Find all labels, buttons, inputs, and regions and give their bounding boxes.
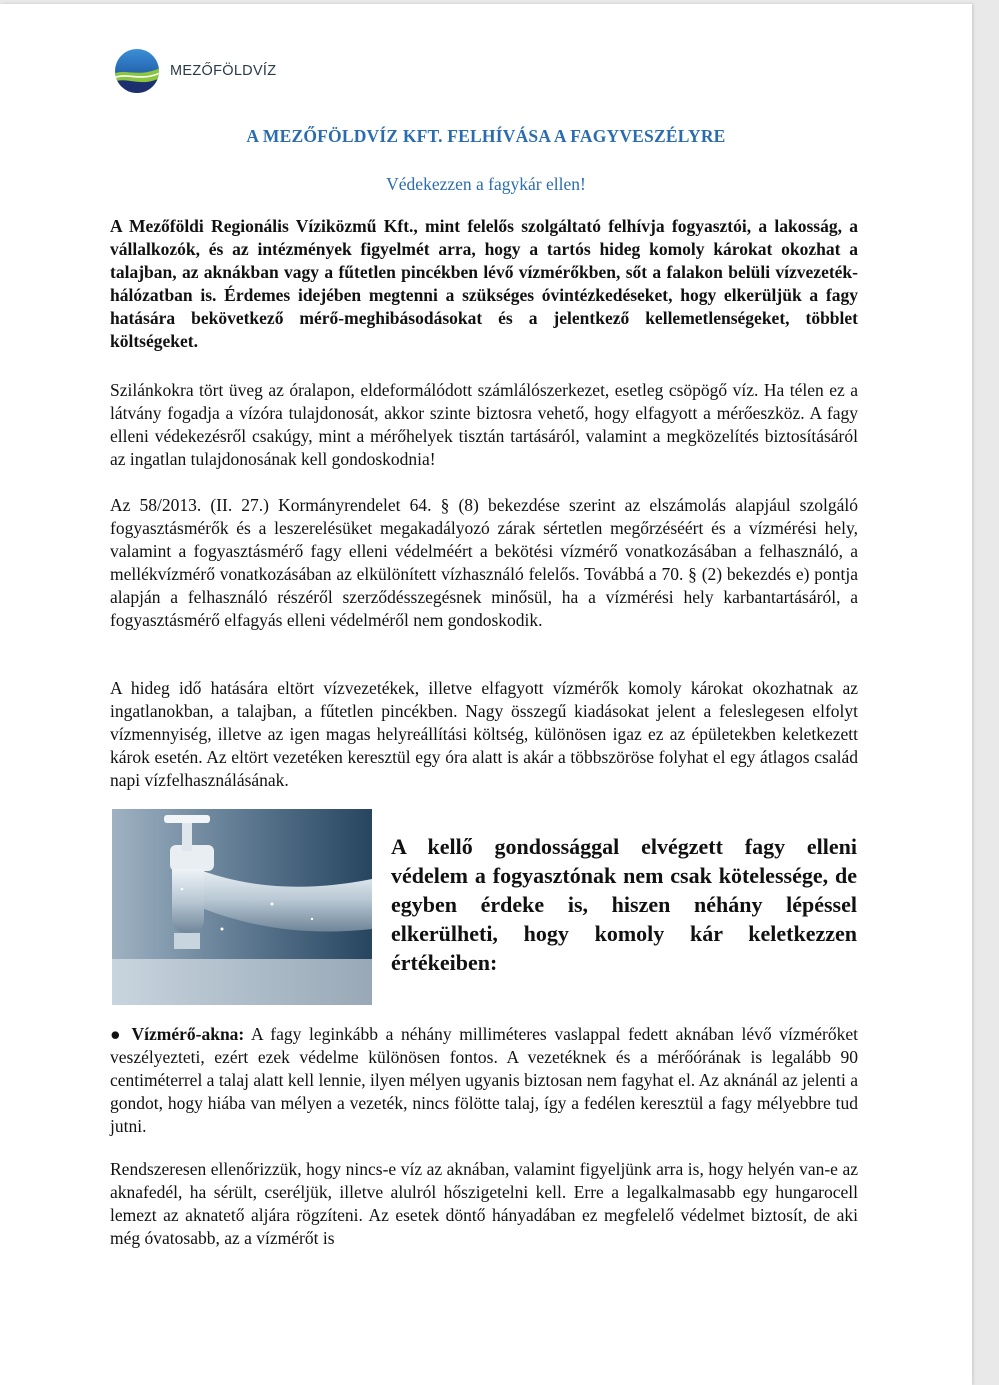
frozen-water-tap-photo xyxy=(112,809,372,1005)
intro-paragraph: A Mezőföldi Regionális Víziközmű Kft., mint felelős szolgáltató felhívja fogyasztói, a lakosság, a vállalkozók, és az intézmények figyelmét arra, hogy a tartós hideg komoly károkat okozhat a talajban, az aknákban vagy a fűtetlen pincékben lévő vízmérőkben, sőt a falakon belüli vízvezeték-hálózatban is. Érdemes idejében megtenni a szükséges óvintézkedéseket, hogy elkerüljük a fagy hatására bekövetkező mérő-meghibásodásokat és a jelentkező kellemetlenségeket, többlet költségeket. xyxy=(110,216,858,351)
callout-text: A kellő gondossággal elvégzett fagy elleni védelem a fogyasztónak nem csak kötelessége, de egyben érdeke is, hiszen néhány lépéssel elkerülheti, hogy komoly kár keletkezzen értékeiben: xyxy=(391,834,857,975)
last-paragraph: Rendszeresen ellenőrizzük, hogy nincs-e víz az aknában, valamint figyeljünk arra is, hogy helyén van-e az aknafedél, ha sérült, cseréljük, illetve alulról hőszigetelni kell. Erre a legalkalmasabb egy hungarocell lemezt az aknatető aljára rögzíteni. Az esetek döntő hányadában ez megfelelő védelmet biztosít, de aki még óvatosabb, az a vízmérőt is xyxy=(110,1159,858,1248)
paragraph-3: A hideg idő hatására eltört vízvezetékek, illetve elfagyott vízmérők komoly károkat okozhatnak az ingatlanokban, a talajban, a fűtetlen pincékben. Nagy összegű kiadásokat jelent a feleslegesen elfolyt vízmennyiség, illetve az igen magas helyreállítási költség, különösen igaz ez az épületekben keletkezett károk esetén. Az eltört vezetéken keresztül egy óra alatt is akár a többszöröse folyhat el egy átlagos család napi vízfelhasználásának. xyxy=(110,678,858,790)
paragraph-1: Szilánkokra tört üveg az óralapon, eldeformálódott számlálószerkezet, esetleg csöpögő víz. Ha télen ez a látvány fogadja a vízóra tulajdonosát, akkor szinte biztosra vehető, hogy elfagyott a mérőeszköz. A fagy elleni védekezésről csakúgy, mint a mérőhelyek tisztán tartásáról, valamint a megközelítés biztosításáról az ingatlan tulajdonosának kell gondoskodnia! xyxy=(110,380,858,469)
bullet-text: A fagy leginkább a néhány milliméteres vaslappal fedett aknában lévő vízmérőket veszélyezteti, ezért ezek védelme különösen fontos. A vezetéknek és a mérőórának is legalább 90 centiméterrel a talaj alatt kell lennie, ilyen mélyen ugyanis biztosan nem fagyhat el. Az aknánál az jelenti a gondot, hogy hiába van mélyen a vezeték, nincs fölötte talaj, így a fedélen keresztül a fagy mélyebbre tud jutni. xyxy=(110,1024,858,1136)
logo-mark-icon xyxy=(114,48,160,94)
document-subtitle: Védekezzen a fagykár ellen! xyxy=(386,174,586,194)
document-title: A MEZŐFÖLDVÍZ KFT. FELHÍVÁSA A FAGYVESZÉLYRE xyxy=(246,126,726,146)
logo-text: MEZŐFÖLDVÍZ xyxy=(170,63,277,79)
bullet-paragraph xyxy=(110,1023,858,1138)
document-page xyxy=(0,4,972,1385)
bullet-label: Vízmérő-akna: xyxy=(131,1024,245,1044)
company-logo xyxy=(114,48,276,94)
paragraph-2: Az 58/2013. (II. 27.) Kormányrendelet 64. § (8) bekezdése szerint az elszámolás alapjául szolgáló fogyasztásmérők és a leszerelésüket megakadályozó zárak sértetlen megőrzéséért és a vízmérési hely, valamint a fogyasztásmérő fagy elleni védelméért a bekötési vízmérő vonatkozásában a felhasználó, a mellékvízmérő vonatkozásában az elkülönített vízhasználó felelős. Továbbá a 70. § (2) bekezdés e) pontja alapján a felhasználó részéről szerződésszegésnek minősül, ha a vízmérési hely karbantartásáról, a fogyasztásmérő elfagyás elleni védelméről nem gondoskodik. xyxy=(110,495,858,630)
bullet-marker: ● xyxy=(110,1024,124,1044)
